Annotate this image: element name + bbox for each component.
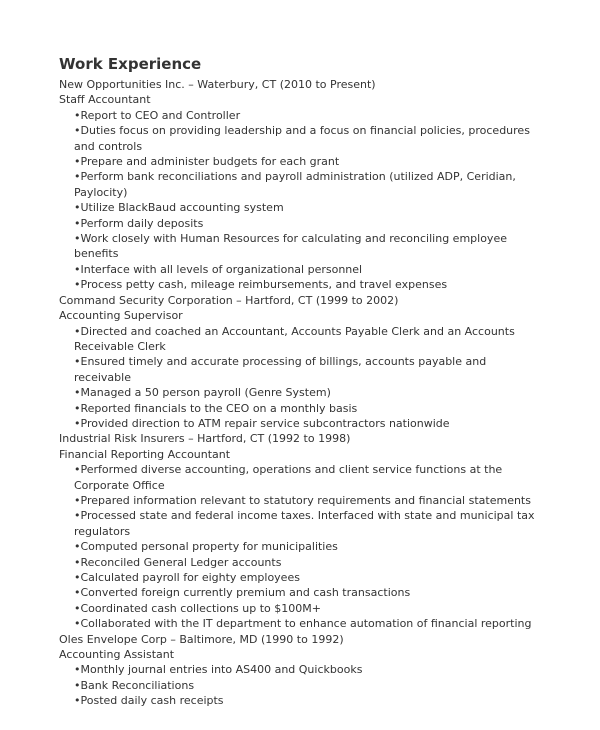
job-bullet [59, 616, 544, 631]
bullet-dot-icon: • [74, 355, 81, 369]
job-bullet [59, 493, 544, 508]
job-bullet [59, 354, 544, 385]
bullet-dot-icon: • [74, 555, 81, 569]
bullet-dot-icon: • [74, 509, 81, 523]
bullet-text: Monthly journal entries into AS400 and Quickbooks [80, 663, 363, 677]
bullet-text: Directed and coached an Accountant, Accounts Payable Clerk and an Accounts Receivable Clerk [74, 324, 515, 353]
bullet-dot-icon: • [74, 401, 81, 415]
job-bullet [59, 169, 544, 200]
bullet-dot-icon: • [74, 416, 81, 430]
job-bullet [59, 601, 544, 616]
section-title: Work Experience [59, 55, 202, 73]
bullet-dot-icon: • [74, 386, 81, 400]
bullet-text: Prepared information relevant to statutory requirements and financial statements [80, 493, 531, 507]
bullet-text: Performed diverse accounting, operations and client service functions at the Corporate Office [74, 463, 503, 492]
job-bullet [59, 231, 544, 262]
bullet-text: Prepare and administer budgets for each grant [80, 155, 340, 169]
job-company: Oles Envelope Corp – Baltimore, MD (1990 to 1992) [59, 632, 344, 646]
job-bullet [59, 678, 544, 693]
bullet-dot-icon: • [74, 617, 81, 631]
bullet-text: Reported financials to the CEO on a monthly basis [80, 401, 358, 415]
bullet-dot-icon: • [74, 571, 81, 584]
job-bullet [59, 123, 544, 154]
job-bullet [59, 324, 544, 355]
bullet-text: Ensured timely and accurate processing of billings, accounts payable and receivable [74, 355, 487, 384]
bullet-text: Reconciled General Ledger accounts [80, 555, 282, 569]
bullet-dot-icon: • [74, 170, 81, 184]
job-bullet [59, 262, 544, 277]
job-bullet [59, 108, 544, 123]
bullet-text: Processed state and federal income taxes. Interfaced with state and municipal tax regulators [74, 509, 535, 538]
job-bullet [59, 462, 544, 493]
bullet-dot-icon: • [74, 278, 81, 292]
work-experience-list [59, 77, 589, 709]
bullet-dot-icon: • [74, 124, 81, 138]
bullet-text: Posted daily cash receipts [80, 694, 224, 708]
job-bullet [59, 216, 544, 231]
bullet-text: Collaborated with the IT department to enhance automation of financial reporting [80, 617, 532, 631]
job-title: Staff Accountant [59, 93, 151, 107]
bullet-dot-icon: • [74, 586, 81, 600]
bullet-text: Utilize BlackBaud accounting system [80, 201, 284, 215]
job-entry [59, 632, 589, 709]
job-bullet [59, 401, 544, 416]
bullet-text: Coordinated cash collections up to $100M+ [80, 601, 321, 615]
bullet-text: Converted foreign currently premium and cash transactions [80, 586, 411, 600]
bullet-text: Managed a 50 person payroll (Genre System) [80, 386, 331, 400]
job-title: Accounting Supervisor [59, 309, 183, 323]
job-company: New Opportunities Inc. – Waterbury, CT (2010 to Present) [59, 78, 376, 91]
job-bullet [59, 200, 544, 215]
bullet-dot-icon: • [74, 201, 81, 215]
job-bullet [59, 662, 544, 677]
bullet-dot-icon: • [74, 540, 81, 554]
job-bullet [59, 508, 544, 539]
bullet-text: Duties focus on providing leadership and a focus on financial policies, procedures and controls [74, 124, 530, 153]
bullet-text: Computed personal property for municipalities [80, 540, 338, 554]
bullet-dot-icon: • [74, 663, 81, 677]
bullet-dot-icon: • [74, 216, 81, 230]
bullet-dot-icon: • [74, 678, 81, 692]
bullet-dot-icon: • [74, 324, 81, 338]
bullet-text: Work closely with Human Resources for calculating and reconciling employee benefits [74, 232, 507, 261]
bullet-dot-icon: • [74, 232, 81, 246]
job-entry [59, 431, 589, 631]
bullet-text: Calculated payroll for eighty employees [80, 571, 300, 584]
bullet-dot-icon: • [74, 463, 81, 477]
bullet-text: Perform daily deposits [80, 216, 204, 230]
bullet-text: Provided direction to ATM repair service subcontractors nationwide [80, 416, 450, 430]
resume-page [59, 54, 589, 709]
bullet-dot-icon: • [74, 155, 81, 169]
job-bullet [59, 277, 544, 292]
job-bullet [59, 693, 544, 708]
bullet-dot-icon: • [74, 108, 81, 122]
bullet-dot-icon: • [74, 493, 81, 507]
bullet-text: Bank Reconciliations [80, 678, 195, 692]
job-bullet [59, 539, 544, 554]
bullet-text: Interface with all levels of organizational personnel [80, 262, 363, 276]
job-company: Command Security Corporation – Hartford, CT (1999 to 2002) [59, 293, 399, 307]
bullet-text: Process petty cash, mileage reimbursements, and travel expenses [80, 278, 448, 292]
bullet-dot-icon: • [74, 694, 81, 708]
bullet-dot-icon: • [74, 601, 81, 615]
job-title: Financial Reporting Accountant [59, 447, 231, 461]
job-bullet [59, 555, 544, 570]
bullet-dot-icon: • [74, 262, 81, 276]
bullet-text: Report to CEO and Controller [80, 108, 241, 122]
bullet-text: Perform bank reconciliations and payroll administration (utilized ADP, Ceridian, Paylocity) [74, 170, 516, 199]
job-bullet [59, 585, 544, 600]
job-entry [59, 293, 589, 432]
job-company: Industrial Risk Insurers – Hartford, CT (1992 to 1998) [59, 432, 351, 446]
job-bullet [59, 570, 544, 585]
job-bullet [59, 385, 544, 400]
job-bullet [59, 416, 544, 431]
job-title: Accounting Assistant [59, 648, 175, 662]
job-entry [59, 77, 589, 293]
job-bullet [59, 154, 544, 169]
